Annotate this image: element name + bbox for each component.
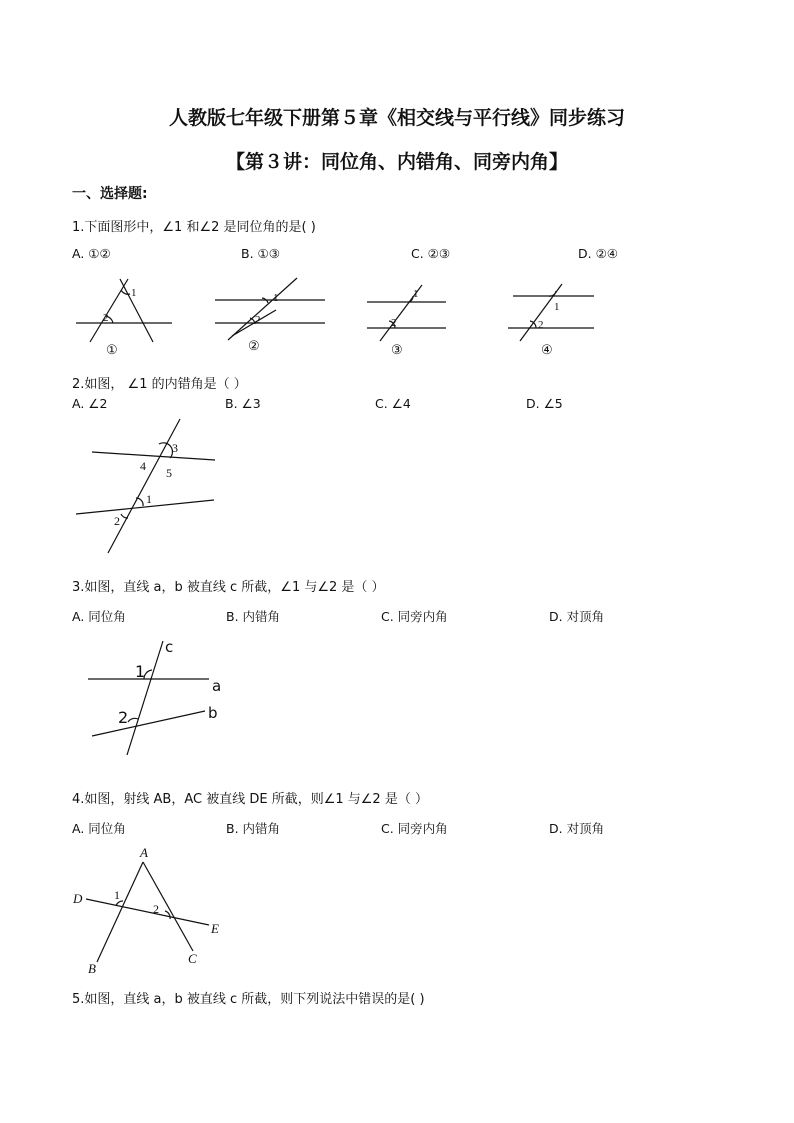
q4-point-d: D	[73, 891, 83, 906]
question-4-option-a: A. 同位角	[72, 821, 126, 836]
question-1-stem: 1.下面图形中，∠1 和∠2 是同位角的是( )	[72, 220, 316, 235]
page-subtitle: 【第３讲：同位角、内错角、同旁内角】	[225, 151, 568, 173]
q3-label-a: a	[212, 677, 222, 695]
q2-label-1: 1	[146, 492, 152, 506]
question-4-option-b: B. 内错角	[226, 821, 281, 836]
question-3-option-c: C. 同旁内角	[381, 609, 448, 624]
question-3-option-d: D. 对顶角	[549, 609, 605, 624]
question-2-option-b: B. ∠3	[225, 396, 261, 411]
question-2-option-c: C. ∠4	[375, 396, 411, 411]
question-2-stem: 2.如图， ∠1 的内错角是（ ）	[72, 377, 247, 392]
q4-label-1: 1	[114, 888, 120, 902]
q4-point-b: B	[88, 961, 96, 976]
figure-2-label-1: 1	[273, 292, 279, 304]
figure-1-caption: ①	[106, 342, 118, 357]
figure-4-label-1: 1	[554, 301, 560, 313]
q3-label-1: 1	[135, 662, 146, 681]
section-heading: 一、选择题:	[72, 186, 148, 202]
question-1-option-b: B. ①③	[241, 246, 280, 261]
q4-ray-ab	[97, 862, 143, 962]
figure-4-label-2: 2	[538, 319, 544, 331]
q2-label-2: 2	[114, 514, 120, 528]
q2-label-3: 3	[172, 441, 178, 455]
q3-label-c: c	[165, 638, 174, 656]
q4-label-2: 2	[153, 902, 159, 916]
q4-line-de	[86, 899, 209, 925]
figure-4-caption: ④	[541, 342, 553, 357]
question-3-option-a: A. 同位角	[72, 609, 126, 624]
figure-1-label-2: 2	[103, 312, 109, 324]
question-2-option-d: D. ∠5	[526, 396, 563, 411]
q3-label-b: b	[208, 704, 218, 722]
question-4-option-c: C. 同旁内角	[381, 821, 448, 836]
q4-ray-ac	[143, 862, 193, 951]
page-title: 人教版七年级下册第５章《相交线与平行线》同步练习	[168, 107, 625, 129]
q4-point-e: E	[211, 921, 219, 936]
figure-3-caption: ③	[391, 342, 403, 357]
question-4-stem: 4.如图，射线 AB，AC 被直线 DE 所截，则∠1 与∠2 是（ ）	[72, 792, 428, 807]
question-1-option-d: D. ②④	[578, 246, 618, 261]
q4-arc-2	[165, 911, 170, 919]
question-2-option-a: A. ∠2	[72, 396, 108, 411]
question-5-stem: 5.如图，直线 a，b 被直线 c 所截，则下列说法中错误的是( )	[72, 992, 425, 1007]
question-1-option-c: C. ②③	[411, 246, 451, 261]
q3-label-2: 2	[118, 708, 129, 727]
question-1-option-a: A. ①②	[72, 246, 111, 261]
figure-2-label-2: 2	[255, 314, 261, 326]
question-3-option-b: B. 内错角	[226, 609, 281, 624]
q4-point-c: C	[188, 951, 197, 966]
figure-1-label-1: 1	[131, 287, 137, 299]
question-4-option-d: D. 对顶角	[549, 821, 605, 836]
figure-2-caption: ②	[248, 338, 260, 353]
question-3-stem: 3.如图，直线 a，b 被直线 c 所截，∠1 与∠2 是（ ）	[72, 580, 385, 595]
q4-point-a: A	[140, 845, 148, 860]
q2-label-5: 5	[166, 466, 172, 480]
figure-3-label-1: 1	[413, 288, 419, 300]
figure-3-label-2: 2	[391, 317, 397, 329]
q2-label-4: 4	[140, 459, 146, 473]
